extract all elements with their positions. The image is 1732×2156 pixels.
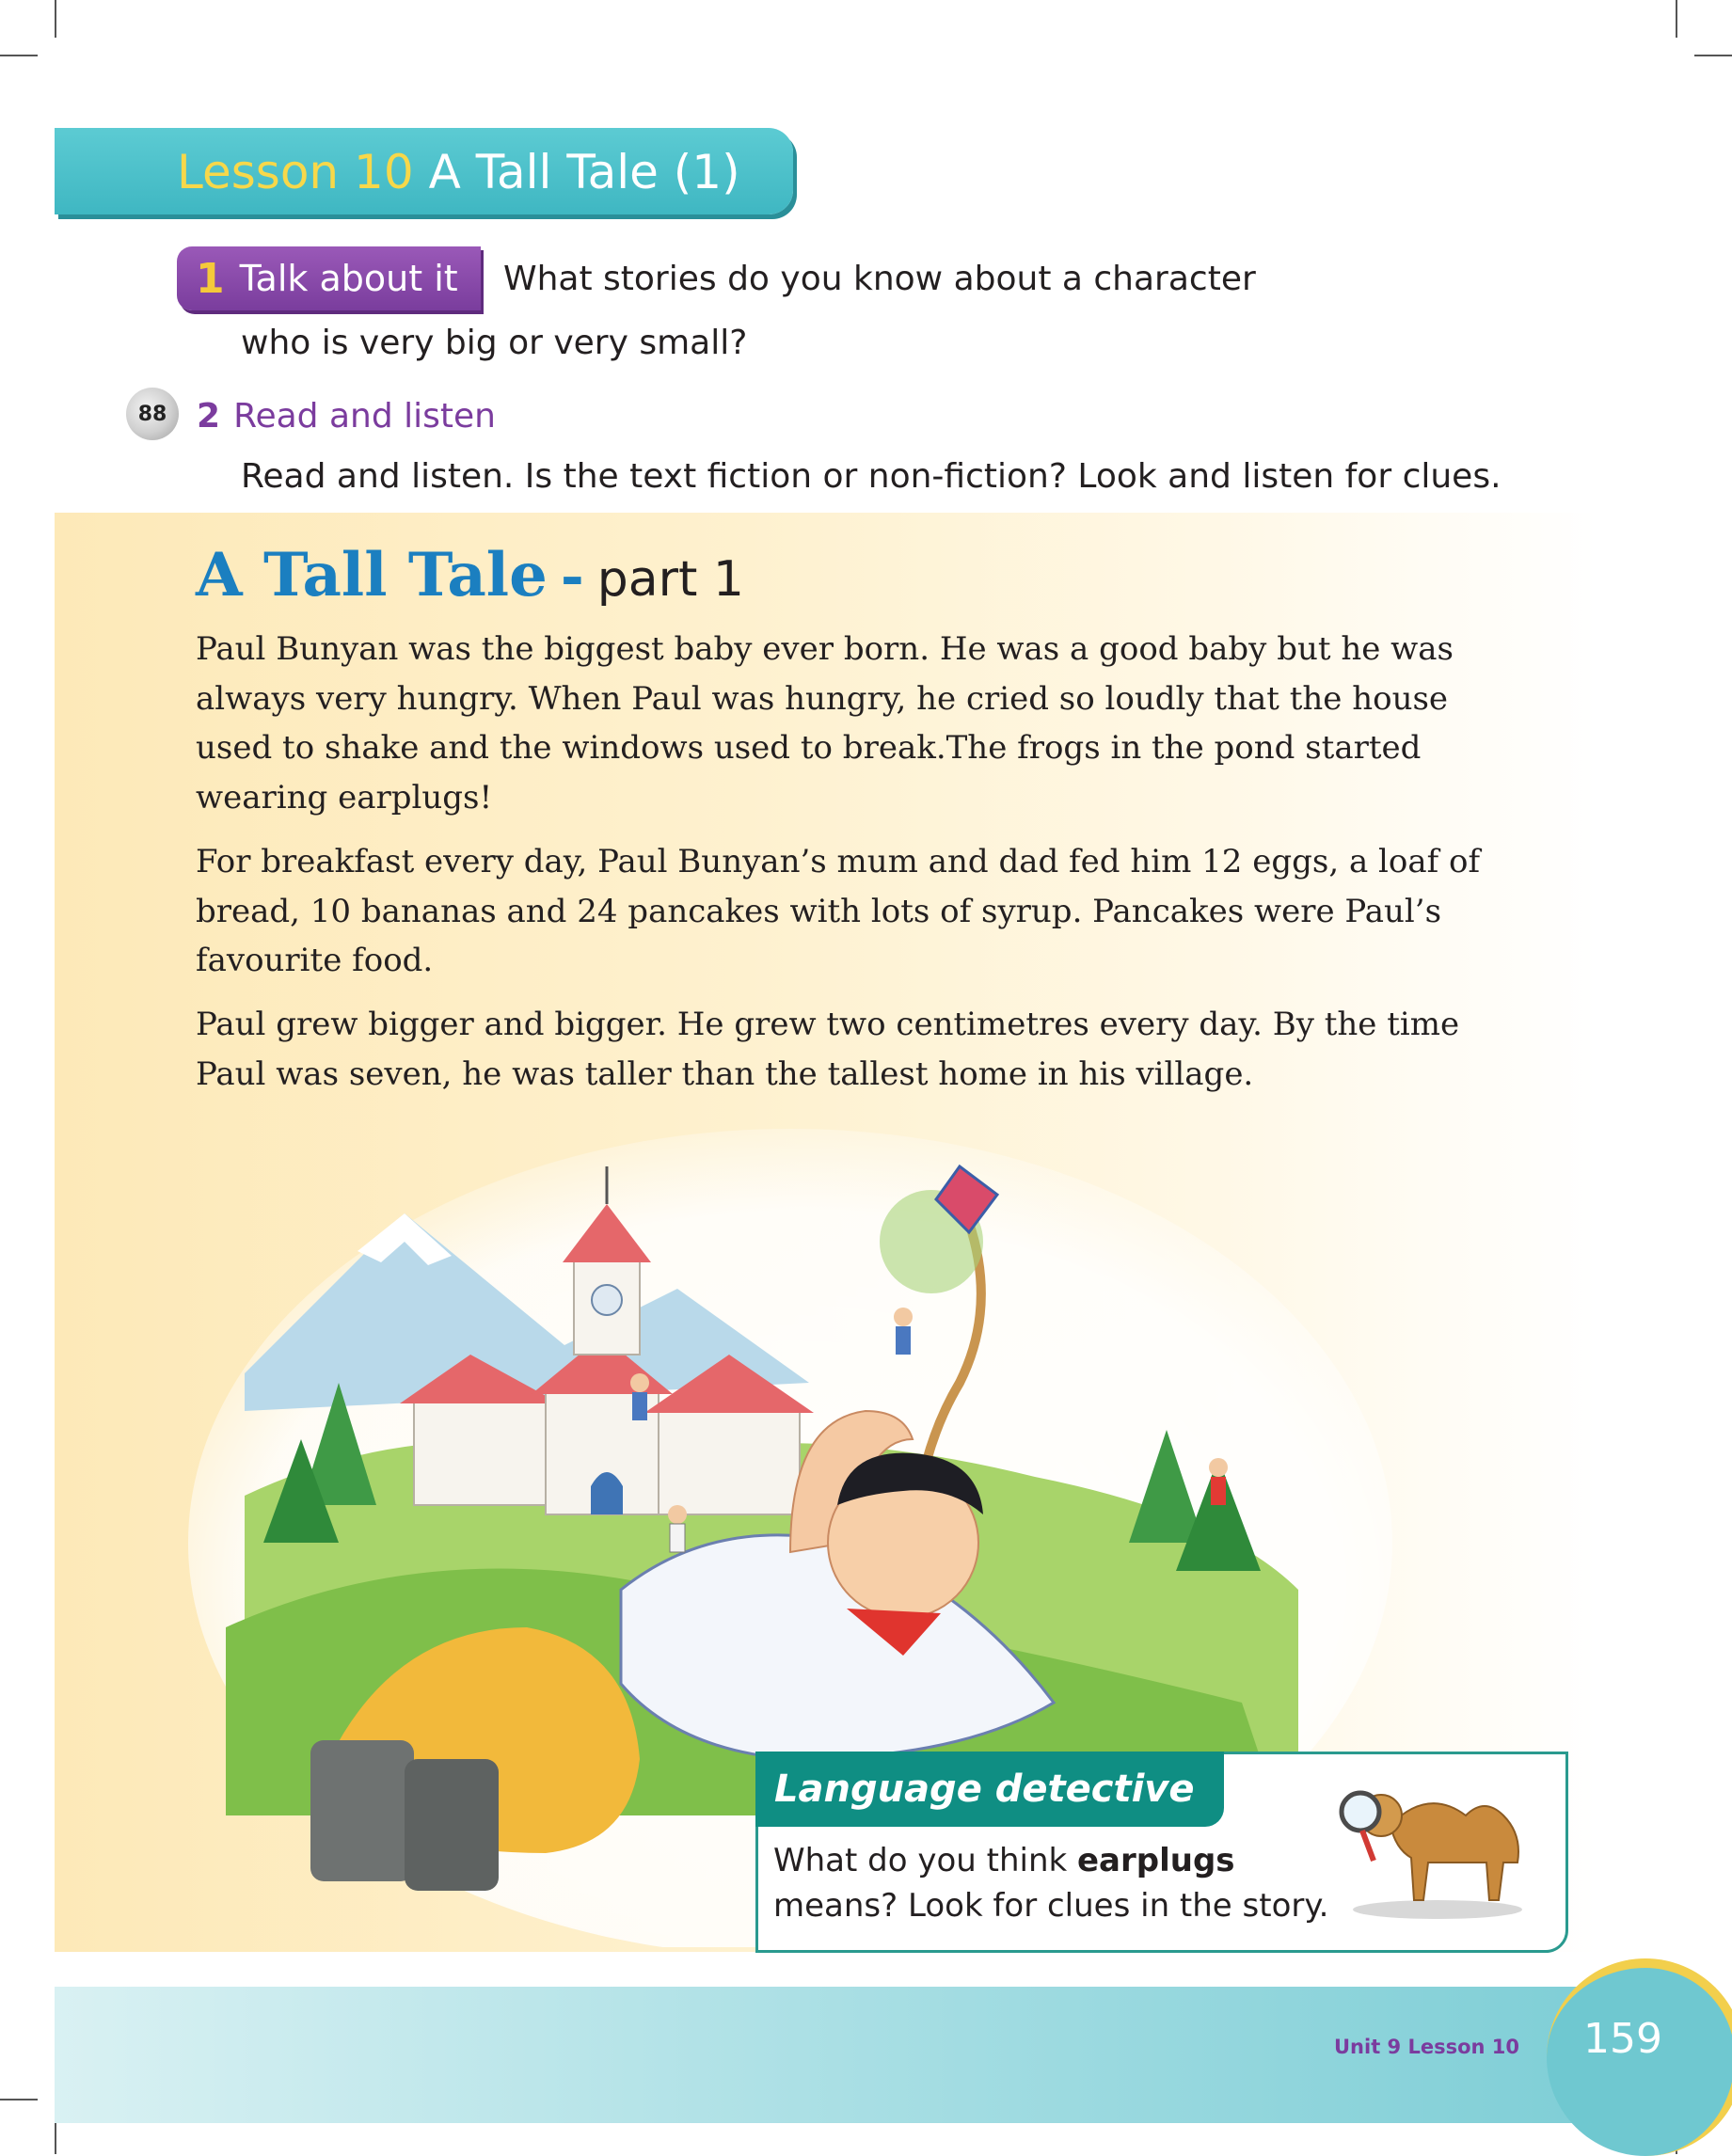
lesson-title [177,139,740,205]
activity-number: 2 [197,397,221,436]
audio-cd-icon[interactable] [126,388,179,440]
child-figure [894,1308,913,1326]
child-figure [670,1524,685,1552]
child-figure [1209,1458,1228,1477]
story-title-text: A Tall Tale [196,540,548,610]
clock-icon [592,1285,622,1315]
crop-mark [1676,0,1677,38]
language-detective-title: Language detective [774,1768,1195,1811]
story-paragraph: For breakfast every day, Paul Bunyan’s mum and dad fed him 12 eggs, a loaf of bread, 10 bananas and 24 pancakes with lots of syrup. Pancakes were Paul’s favourite food. [196,843,1481,979]
child-figure [896,1326,911,1355]
church-wing-right [659,1411,800,1514]
lesson-number: Lesson 10 [177,145,414,199]
talk-question-line2: who is very big or very small? [241,324,748,362]
church-wing-left [414,1402,546,1505]
shadow [1353,1900,1522,1919]
talk-about-it-badge [177,246,481,310]
read-instruction: Read and listen. Is the text fiction or non-fiction? Look and listen for clues. [241,457,1502,496]
talk-question-line1: What stories do you know about a character [503,260,1256,298]
language-detective-tab [755,1752,1224,1827]
child-figure [1211,1477,1226,1505]
detective-text: What do you think [773,1842,1077,1879]
child-figure [630,1373,649,1392]
read-and-listen-heading [197,397,496,436]
crop-mark [0,55,38,56]
detective-question-line1 [773,1842,1235,1879]
story-title [196,540,744,610]
detective-question-line2: means? Look for clues in the story. [773,1887,1329,1925]
story-paragraph: Paul grew bigger and bigger. He grew two centimetres every day. By the time Paul was seven, he was taller than the tallest home in his village. [196,1006,1460,1093]
camel-body [1390,1803,1518,1900]
giant-boot [310,1740,414,1881]
story-paragraph: Paul Bunyan was the biggest baby ever born. He was a good baby but he was always very hungry. When Paul was hungry, he cried so loudly that the house used to shake and the windows used to break.The frogs in the pond started wearing earplugs! [196,630,1454,816]
title-dash: - [560,544,584,610]
camel-detective-icon [1325,1759,1550,1928]
activity-number: 1 [196,254,225,303]
detective-keyword: earplugs [1076,1842,1235,1879]
child-figure [668,1505,687,1524]
crop-mark [55,0,56,38]
giant-boot [405,1759,499,1891]
track-number: 88 [137,402,167,426]
activity-label: Read and listen [233,397,496,436]
child-figure [632,1392,647,1420]
page-number: 159 [1583,2015,1662,2063]
story-part: part 1 [596,551,744,608]
footer-unit-reference: Unit 9 Lesson 10 [1334,2036,1520,2058]
activity-label: Talk about it [239,258,458,299]
lesson-name: A Tall Tale (1) [428,145,740,199]
crop-mark [0,2099,38,2101]
magnifying-glass-icon [1342,1793,1379,1831]
crop-mark [1694,55,1732,56]
